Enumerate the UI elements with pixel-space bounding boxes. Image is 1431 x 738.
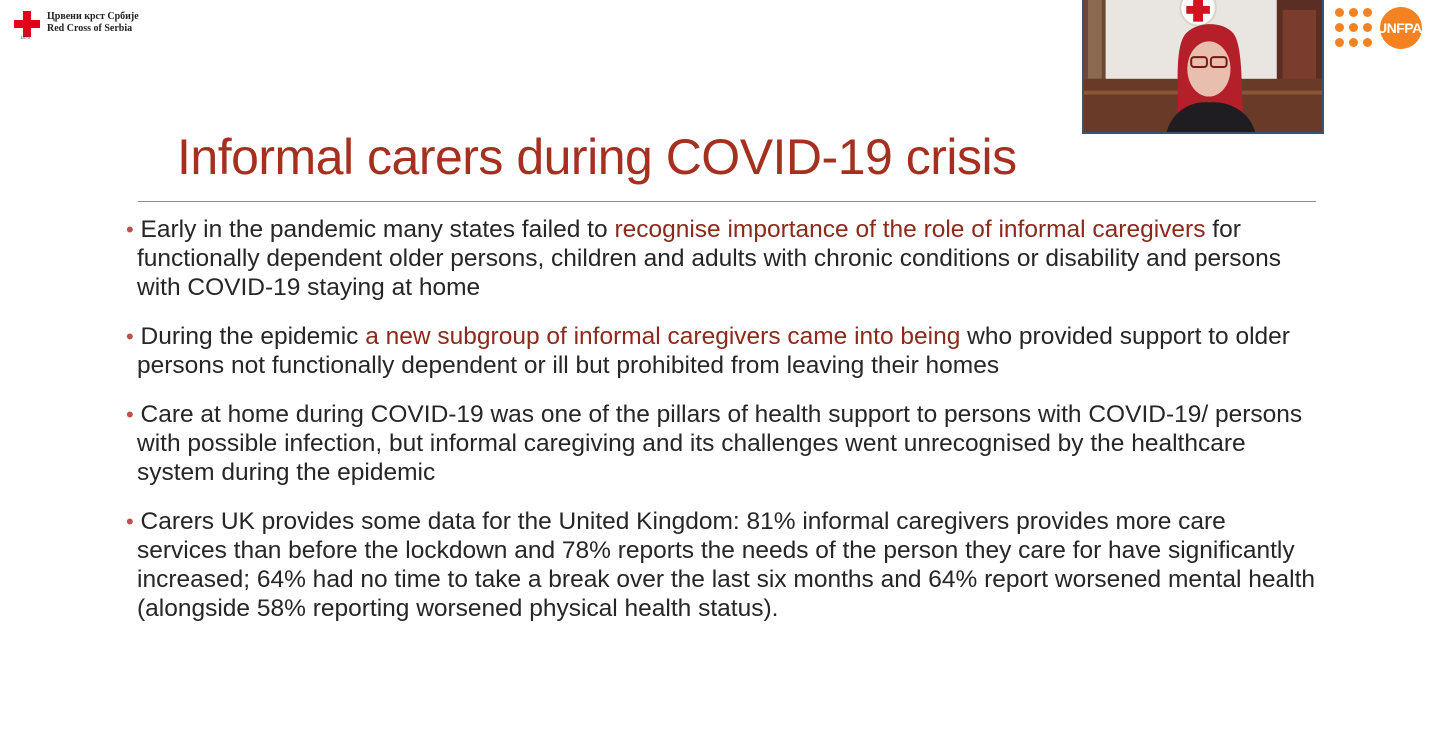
bullet-text-continued: for functionally dependent older persons, children and adults with chronic conditions or disability and persons with COVID-19 staying at home [137, 216, 1282, 301]
bullet-icon: • [126, 217, 134, 242]
red-cross-name [47, 11, 139, 35]
red-cross-name-serbian: Црвени крст Србије [47, 11, 139, 22]
bullet-highlight: a new subgroup of informal caregivers came into being [365, 323, 961, 350]
bullet-item-1 [126, 215, 1321, 302]
bullet-text: Carers UK provides some data for the United Kingdom: 81% informal caregivers provides more care services than before the lockdown and 78% reports the needs of the person they care for have significantly increased; 64% had no time to take a break over the last six months and 64% report worsened mental health (alongside 58% reporting worsened physical health status). [137, 508, 1316, 622]
bullet-icon: • [126, 509, 134, 534]
bullet-text-continued: who provided support to older persons not functionally dependent or ill but prohibited from leaving their homes [137, 323, 1290, 379]
bullet-icon: • [126, 402, 134, 427]
title-divider [138, 201, 1316, 202]
bullet-item-2 [126, 322, 1321, 380]
bullet-item-4 [126, 507, 1321, 623]
unfpa-logo [1335, 6, 1425, 50]
bullet-highlight: recognise importance of the role of informal caregivers [614, 216, 1206, 243]
bullet-text: During the epidemic [140, 323, 366, 350]
bullet-text: Care at home during COVID-19 was one of the pillars of health support to persons with COVID-19/ persons with possible infection, but informal caregiving and its challenges went unrecognised by the healthcare system during the epidemic [137, 401, 1303, 486]
unfpa-dots-icon [1335, 6, 1383, 50]
red-cross-logo [14, 9, 149, 43]
bullet-icon: • [126, 324, 134, 349]
slide-title: Informal carers during COVID-19 crisis [177, 129, 1017, 185]
bullet-item-3 [126, 400, 1321, 487]
bullet-text: Early in the pandemic many states failed to [140, 216, 615, 243]
red-cross-year: 1876 [20, 36, 30, 41]
speaker-video-icon [1084, 0, 1322, 132]
webcam-video-tile [1082, 0, 1324, 134]
unfpa-label: UNFPA [1377, 20, 1422, 36]
red-cross-icon [14, 11, 40, 37]
red-cross-name-english: Red Cross of Serbia [47, 23, 133, 34]
bullet-list [126, 215, 1321, 643]
